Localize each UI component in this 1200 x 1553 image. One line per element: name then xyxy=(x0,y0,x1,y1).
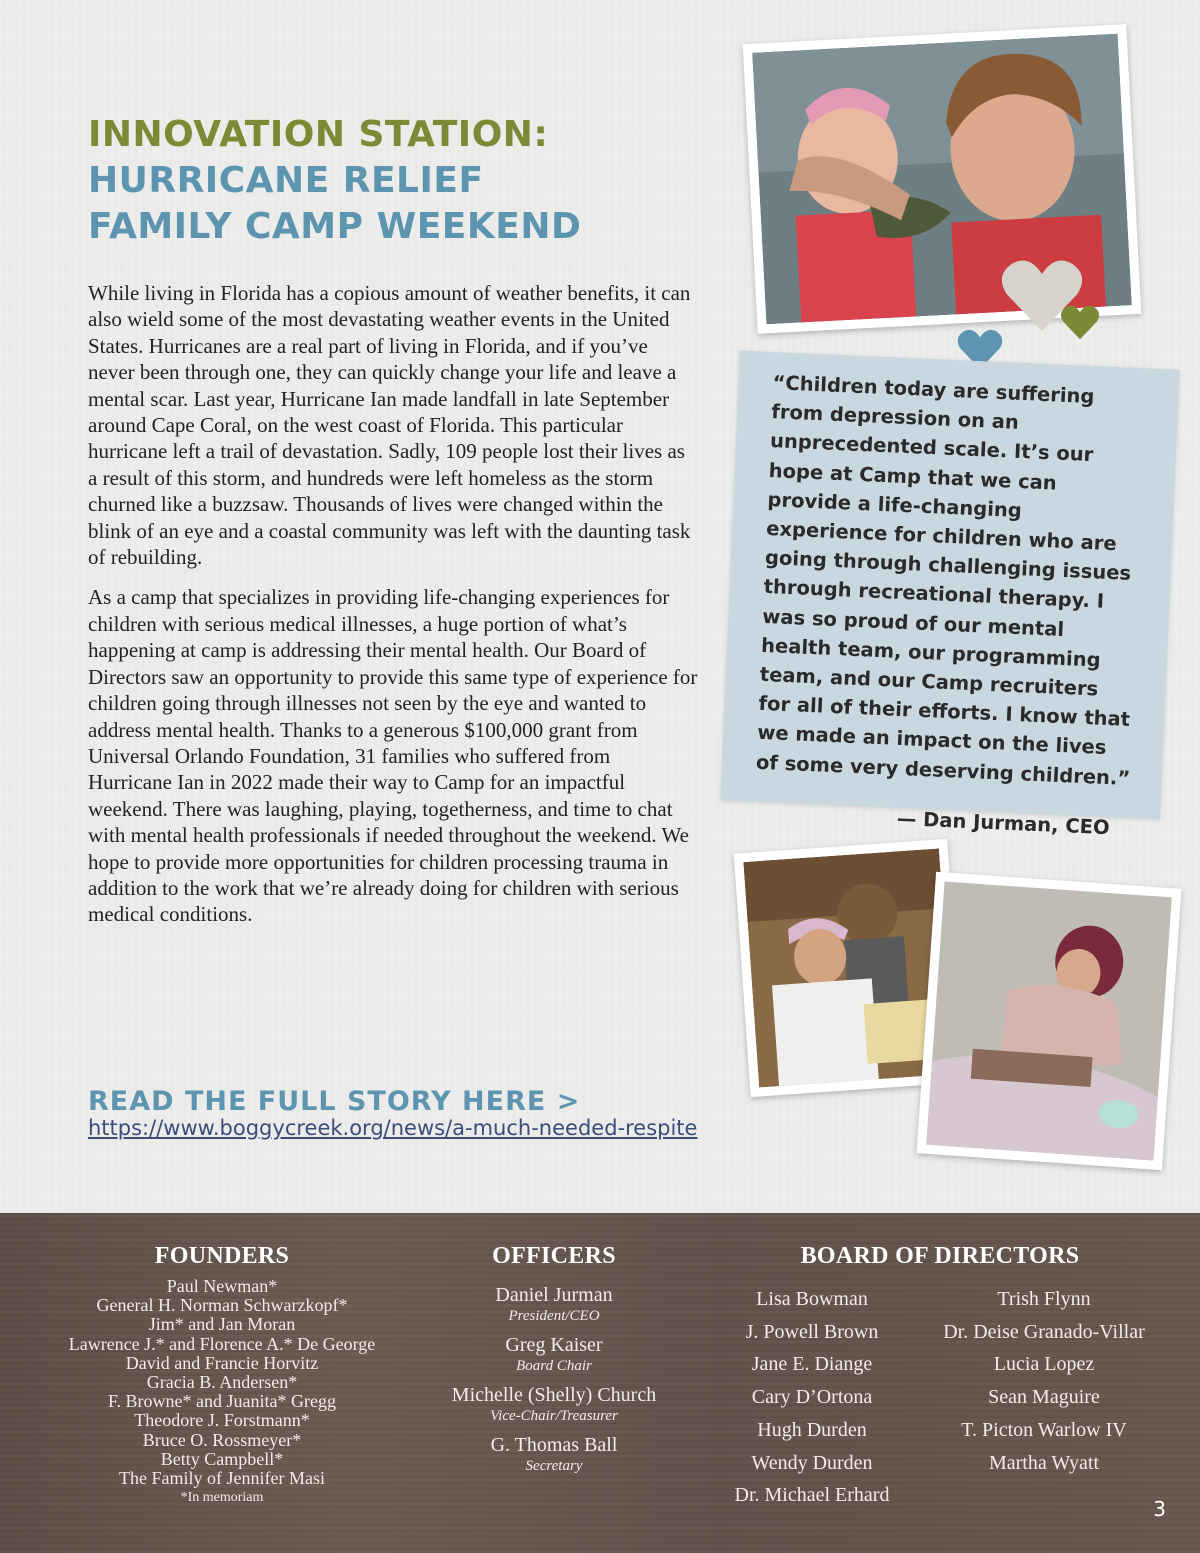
page-number: 3 xyxy=(1153,1497,1166,1521)
founders-list xyxy=(30,1277,414,1507)
officer-name: Daniel Jurman xyxy=(495,1284,613,1306)
board-heading: BOARD OF DIRECTORS xyxy=(800,1243,1080,1269)
read-more-heading: READ THE FULL STORY HERE > xyxy=(88,1086,581,1117)
founder-name: General H. Norman Schwarzkopf* xyxy=(96,1295,348,1316)
board-member: J. Powell Brown xyxy=(745,1320,879,1343)
board-member: Hugh Durden xyxy=(757,1418,867,1441)
board-member: Lisa Bowman xyxy=(756,1288,868,1310)
board-member: T. Picton Warlow IV xyxy=(961,1418,1127,1441)
board-member: Trish Flynn xyxy=(997,1288,1091,1310)
officer-name: G. Thomas Ball xyxy=(490,1434,618,1456)
title-line-1: INNOVATION STATION: xyxy=(88,114,549,155)
officers-heading: OFFICERS xyxy=(492,1243,616,1269)
article-title xyxy=(88,112,728,250)
officer-entry xyxy=(426,1433,682,1475)
founder-name: David and Francie Horvitz xyxy=(125,1352,319,1373)
title-line-2: HURRICANE RELIEF xyxy=(88,160,484,201)
photo-chalk-drawing xyxy=(916,872,1181,1170)
officer-entry xyxy=(426,1383,682,1425)
officer-entry xyxy=(426,1333,682,1375)
officers-list xyxy=(426,1283,682,1483)
in-memoriam-note: *In memoriam xyxy=(180,1490,264,1506)
photo-chalk-drawing-image xyxy=(926,881,1172,1160)
story-link[interactable]: https://www.boggycreek.org/news/a-much-needed-respite xyxy=(88,1116,698,1140)
board-member: Martha Wyatt xyxy=(988,1451,1100,1474)
officer-name: Greg Kaiser xyxy=(505,1334,603,1356)
founder-name: Bruce O. Rossmeyer* xyxy=(142,1429,302,1450)
board-member: Dr. Deise Granado-Villar xyxy=(943,1320,1145,1343)
founder-name: Jim* and Jan Moran xyxy=(148,1314,296,1335)
founder-name: Paul Newman* xyxy=(166,1276,278,1296)
founder-name: F. Browne* and Juanita* Gregg xyxy=(107,1391,336,1412)
founder-name: Betty Campbell* xyxy=(160,1448,284,1469)
board-member: Lucia Lopez xyxy=(993,1353,1095,1376)
founder-name: Theodore J. Forstmann* xyxy=(134,1410,310,1431)
founder-name: The Family of Jennifer Masi xyxy=(119,1468,325,1489)
officer-role: Secretary xyxy=(525,1458,583,1474)
quote-attribution: — Dan Jurman, CEO xyxy=(896,806,1111,840)
board-member: Dr. Michael Erhard xyxy=(734,1484,890,1507)
article-body xyxy=(88,280,698,942)
board-member: Sean Maguire xyxy=(988,1386,1100,1409)
board-column-1 xyxy=(712,1283,912,1512)
quote-card xyxy=(720,351,1179,840)
board-member: Cary D’Ortona xyxy=(751,1386,873,1409)
founder-name: Gracia B. Andersen* xyxy=(146,1372,298,1393)
heart-icon xyxy=(1060,304,1100,340)
founder-name: Lawrence J.* and Florence A.* De George xyxy=(68,1333,376,1354)
officer-role: President/CEO xyxy=(508,1308,600,1324)
paragraph-1: While living in Florida has a copious amount of weather benefits, it can also wield some of the most devastating weather events in the United States. Hurricanes are a real part of living in Florida, and if you’ve never been through one, they can quickly change your life and leave a mental scar. Last year, Hurricane Ian made landfall in late September around Cape Coral, on the west coast of Florida. This particular hurricane left a trail of devastation. Sadly, 109 people lost their lives as a result of this storm, and hundreds were left homeless as the storm churned like a buzzsaw. Thousands of lives were changed within the blink of an eye and a coastal community was left with the daunting task of rebuilding. xyxy=(88,281,691,570)
paragraph-2: As a camp that specializes in providing life-changing experiences for children with serious medical illnesses, a huge portion of what’s happening at camp is addressing their mental health. Our Board of Directors saw an opportunity to provide this same type of experience for children going through illnesses not seen by the eye and wanted to address mental health. Thanks to a generous $100,000 grant from Universal Orlando Foundation, 31 families who suffered from Hurricane Ian in 2022 made their way to Camp for an impactful weekend. There was laughing, playing, togetherness, and time to chat with mental health professionals if needed throughout the weekend. We hope to provide more opportunities for children processing trauma in addition to the work that we’re already doing for children with serious medical conditions. xyxy=(88,585,698,927)
board-member: Jane E. Diange xyxy=(751,1353,873,1376)
board-column-2 xyxy=(924,1283,1164,1479)
footer-panel xyxy=(0,1213,1200,1553)
officer-role: Board Chair xyxy=(516,1358,592,1374)
title-line-3: FAMILY CAMP WEEKEND xyxy=(88,206,582,247)
quote-text: “Children today are suffering from depression on an unprecedented scale. It’s our hope at Camp that we can provide a life-changing experience for children who are going through challenging issues through recreational therapy. I was so proud of our mental health team, our programming team, and our Camp recruiters for all of their efforts. I know that we made an impact on the lives of some very deserving children.” xyxy=(755,371,1132,790)
officer-name: Michelle (Shelly) Church xyxy=(451,1384,657,1406)
board-member: Wendy Durden xyxy=(751,1451,873,1474)
founders-heading: FOUNDERS xyxy=(154,1243,290,1269)
officer-entry xyxy=(426,1283,682,1325)
officer-role: Vice-Chair/Treasurer xyxy=(490,1408,618,1424)
